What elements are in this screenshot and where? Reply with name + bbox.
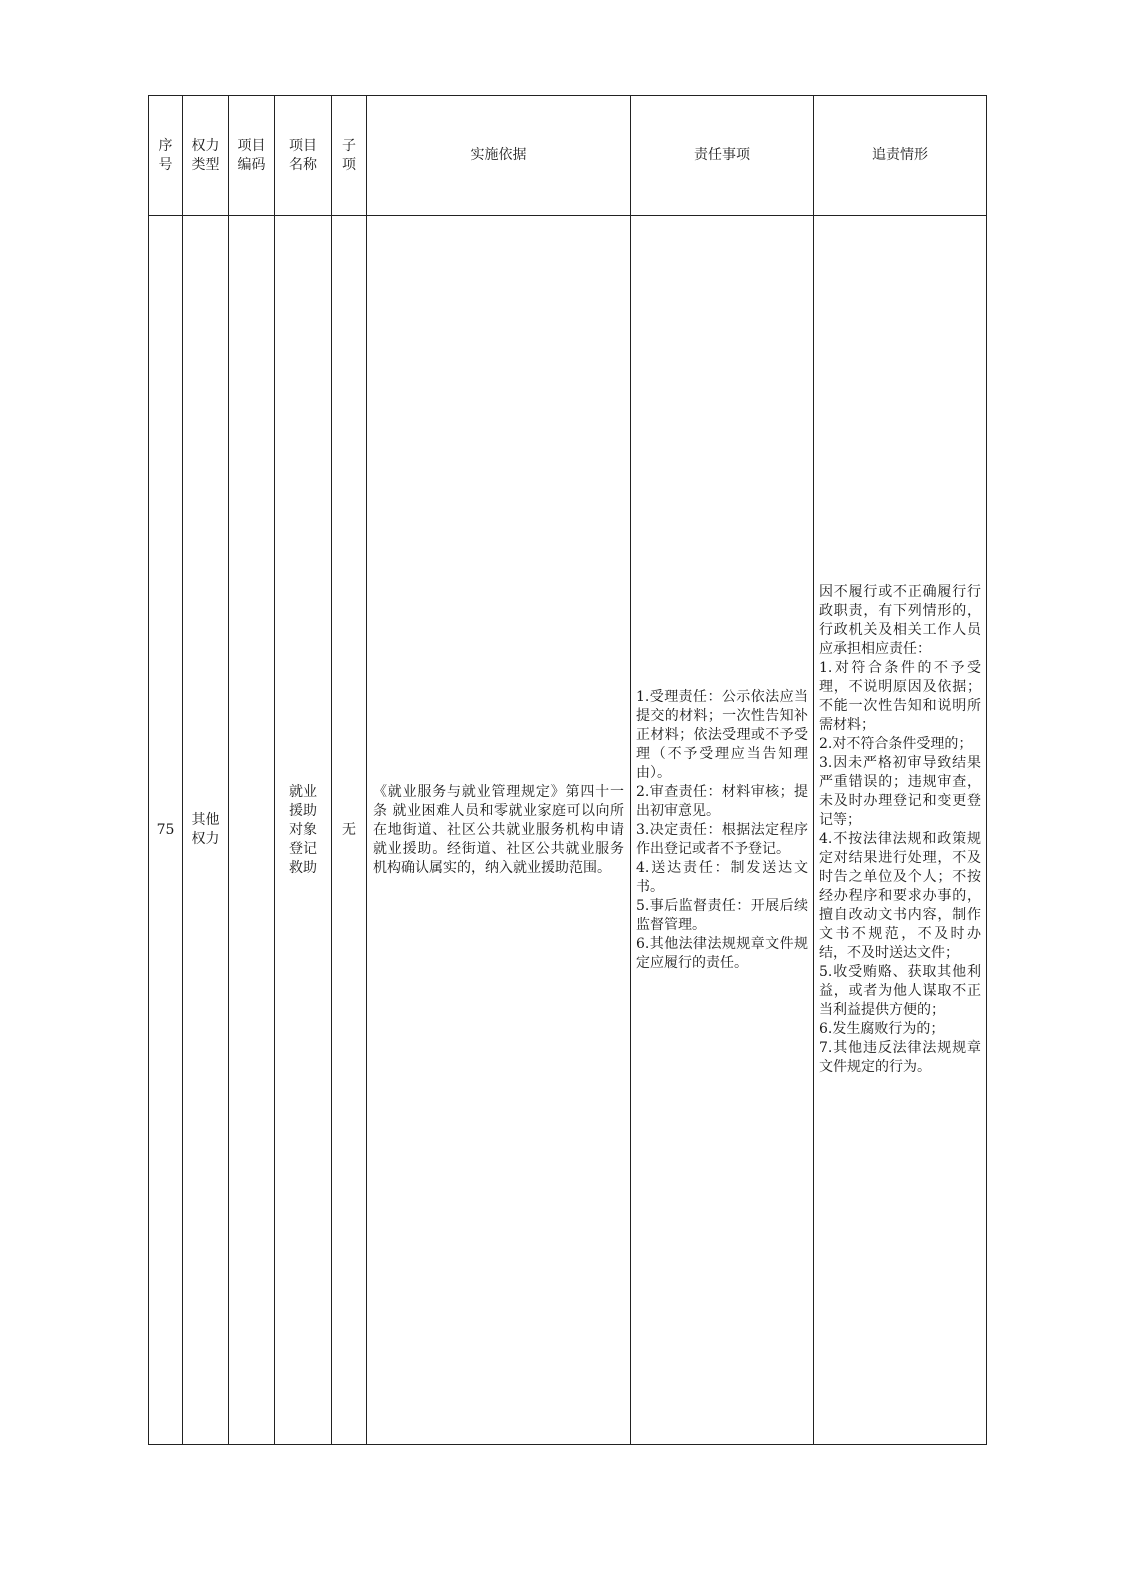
table-header: [149, 96, 987, 216]
header-item-name: 项目 名称: [275, 96, 332, 216]
cell-power-type: 其他 权力: [183, 216, 229, 1445]
header-responsibility: 责任事项: [631, 96, 814, 216]
header-power-type: 权力 类型: [183, 96, 229, 216]
table-body: [149, 216, 987, 1445]
cell-item-code: [229, 216, 275, 1445]
cell-basis: 《就业服务与就业管理规定》第四十一条 就业困难人员和零就业家庭可以向所在地街道、社区公共就业服务机构申请就业援助。经街道、社区公共就业服务机构确认属实的，纳入就业援助范围。: [367, 216, 631, 1445]
header-accountability: 追责情形: [814, 96, 987, 216]
table-row: [149, 216, 987, 1445]
cell-responsibility: 1.受理责任：公示依法应当提交的材料；一次性告知补正材料；依法受理或不予受理（不予受理应当告知理由）。 2.审查责任：材料审核；提出初审意见。 3.决定责任：根据法定程序作出登记或者不予登记。 4.送达责任：制发送达文书。 5.事后监督责任：开展后续监督管理。 6.其他法律法规规章文件规定应履行的责任。: [631, 216, 814, 1445]
header-seq: 序 号: [149, 96, 183, 216]
cell-accountability: 因不履行或不正确履行行政职责，有下列情形的，行政机关及相关工作人员应承担相应责任： 1.对符合条件的不予受理，不说明原因及依据；不能一次性告知和说明所需材料； 2.对不符合条件受理的； 3.因未严格初审导致结果严重错误的；违规审查，未及时办理登记和变更登记等； 4.不按法律法规和政策规定对结果进行处理，不及时告之单位及个人；不按经办程序和要求办事的，擅自改动文书内容，制作文书不规范，不及时办结，不及时送达文件； 5.收受贿赂、获取其他利益，或者为他人谋取不正当利益提供方便的； 6.发生腐败行为的； 7.其他违反法律法规规章文件规定的行为。: [814, 216, 987, 1445]
cell-seq: 75: [149, 216, 183, 1445]
header-sub-item: 子 项: [332, 96, 367, 216]
header-row: [149, 96, 987, 216]
header-basis: 实施依据: [367, 96, 631, 216]
power-list-table: [148, 95, 987, 1445]
header-item-code: 项目 编码: [229, 96, 275, 216]
cell-item-name: 就业 援助 对象 登记 救助: [275, 216, 332, 1445]
cell-sub-item: 无: [332, 216, 367, 1445]
